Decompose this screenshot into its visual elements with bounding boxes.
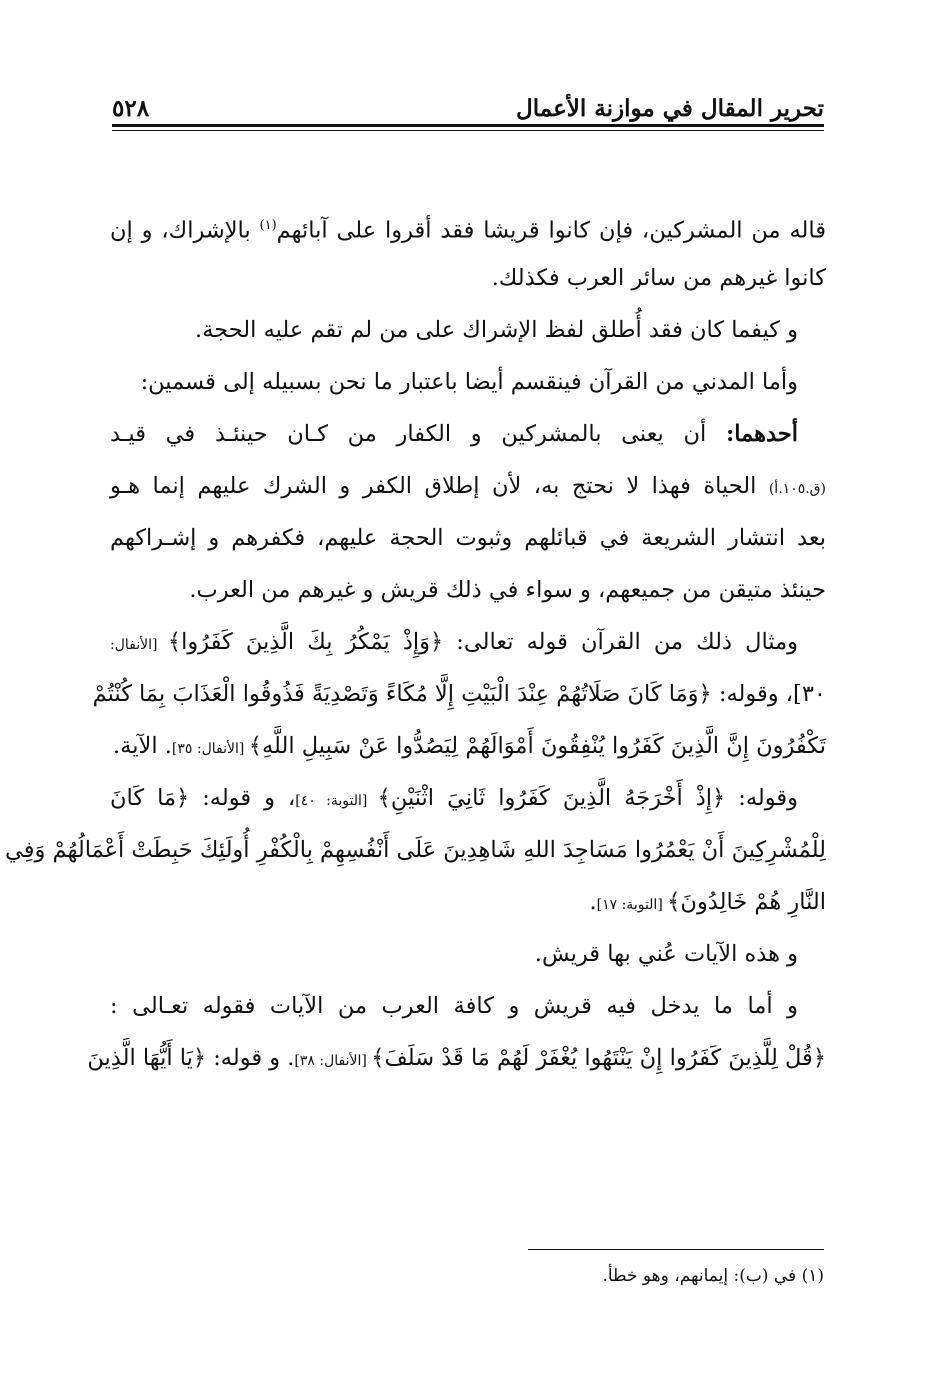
text-line: كانوا غيرهم من سائر العرب فكذلك.	[491, 265, 826, 291]
text-line: قاله من المشركين، فإن كانوا قريشا فقد أقروا على آبائهم$^{(١)}$ بالإشراك، و إن	[110, 217, 826, 244]
text-line: (ق.١٠٥.أ) الحياة فهذا لا نحتج به، لأن إطلاق الكفر و الشرك عليهم إنما هـو	[110, 473, 826, 499]
main-text	[5, 200, 826, 1084]
text-line: أحدهما: أن يعنى بالمشركين و الكفار من كـان حينئـذ في قيـد	[110, 421, 798, 447]
text-line: النَّارِ هُمْ خَالِدُونَ﴾ [التوبة: ١٧].	[589, 889, 826, 915]
verse-reference: [التوبة: ١٧]	[596, 897, 668, 913]
text-line: لِلْمُشْرِكِينَ أَنْ يَعْمُرُوا مَسَاجِدَ اللهِ شَاهِدِينَ عَلَى أَنْفُسِهِمْ بِالْكُفْرِ أُولَئِكَ حَبِطَتْ أَعْمَالُهُمْ وَفِي	[5, 837, 826, 863]
text-line: حينئذ متيقن من جميعهم، و سواء في ذلك قريش و غيرهم من العرب.	[189, 577, 826, 603]
running-title: تحرير المقال في موازنة الأعمال	[516, 95, 824, 122]
footnote-marker: (١)	[259, 218, 277, 233]
verse-reference: [الأنفال:	[110, 637, 168, 653]
footnote: (١) في (ب): إيمانهم، وهو خطأ.	[602, 1266, 824, 1286]
text-line: تَكْفُرُونَ إِنَّ الَّذِينَ كَفَرُوا يُنْفِقُونَ أَمْوَالَهُمْ لِيَصُدُّوا عَنْ سَبِيلِ اللَّهِ﴾ [الأنفال: ٣٥]. الآية.	[113, 733, 826, 759]
header-rule-thin	[112, 130, 824, 131]
text-line: و كيفما كان فقد أُطلق لفظ الإشراك على من لم تقم عليه الحجة.	[195, 317, 798, 343]
manuscript-folio-ref: (ق.١٠٥.أ)	[768, 481, 826, 497]
text-line: ﴿قُلْ لِلَّذِينَ كَفَرُوا إِنْ يَنْتَهُوا يُغْفَرْ لَهُمْ مَا قَدْ سَلَفَ﴾ [الأنفال: ٣٨]. و قوله: ﴿يَا أَيُّهَا الَّذِينَ	[87, 1045, 826, 1071]
text-line: وأما المدني من القرآن فينقسم أيضا باعتبار ما نحن بسبيله إلى قسمين:	[140, 369, 798, 395]
header-rule-thick	[112, 124, 824, 127]
text-line: بعد انتشار الشريعة في قبائلهم وثبوت الحجة عليهم، فكفرهم و إشـراكهم	[110, 525, 826, 551]
text-line: و هذه الآيات عُني بها قريش.	[534, 941, 798, 967]
verse-reference: [الأنفال: ٣٥]	[171, 741, 249, 757]
verse-reference: [الأنفال: ٣٨]	[294, 1053, 372, 1069]
text-line: ٣٠]، وقوله: ﴿وَمَا كَانَ صَلَاتُهُمْ عِنْدَ الْبَيْتِ إِلَّا مُكَاءً وَتَصْدِيَةً فَذُوقُوا الْعَذَابَ بِمَا كُنْتُمْ	[92, 681, 826, 707]
page-number: ٥٢٨	[112, 95, 150, 122]
running-header	[112, 78, 824, 122]
bold-term: أحدهما:	[725, 421, 798, 447]
footnote-separator	[528, 1249, 824, 1250]
text-line: ومثال ذلك من القرآن قوله تعالى: ﴿وَإِذْ يَمْكُرُ بِكَ الَّذِينَ كَفَرُوا﴾ [الأنفال:	[110, 629, 799, 655]
text-line: و أما ما يدخل فيه قريش و كافة العرب من الآيات فقوله تعـالى :	[110, 993, 798, 1019]
text-line: وقوله: ﴿إِذْ أَخْرَجَهُ الَّذِينَ كَفَرُوا ثَانِيَ اثْنَيْنِ﴾ [التوبة: ٤٠]، و قوله: ﴿مَا كَانَ	[110, 785, 798, 811]
verse-reference: [التوبة: ٤٠]	[295, 793, 378, 809]
